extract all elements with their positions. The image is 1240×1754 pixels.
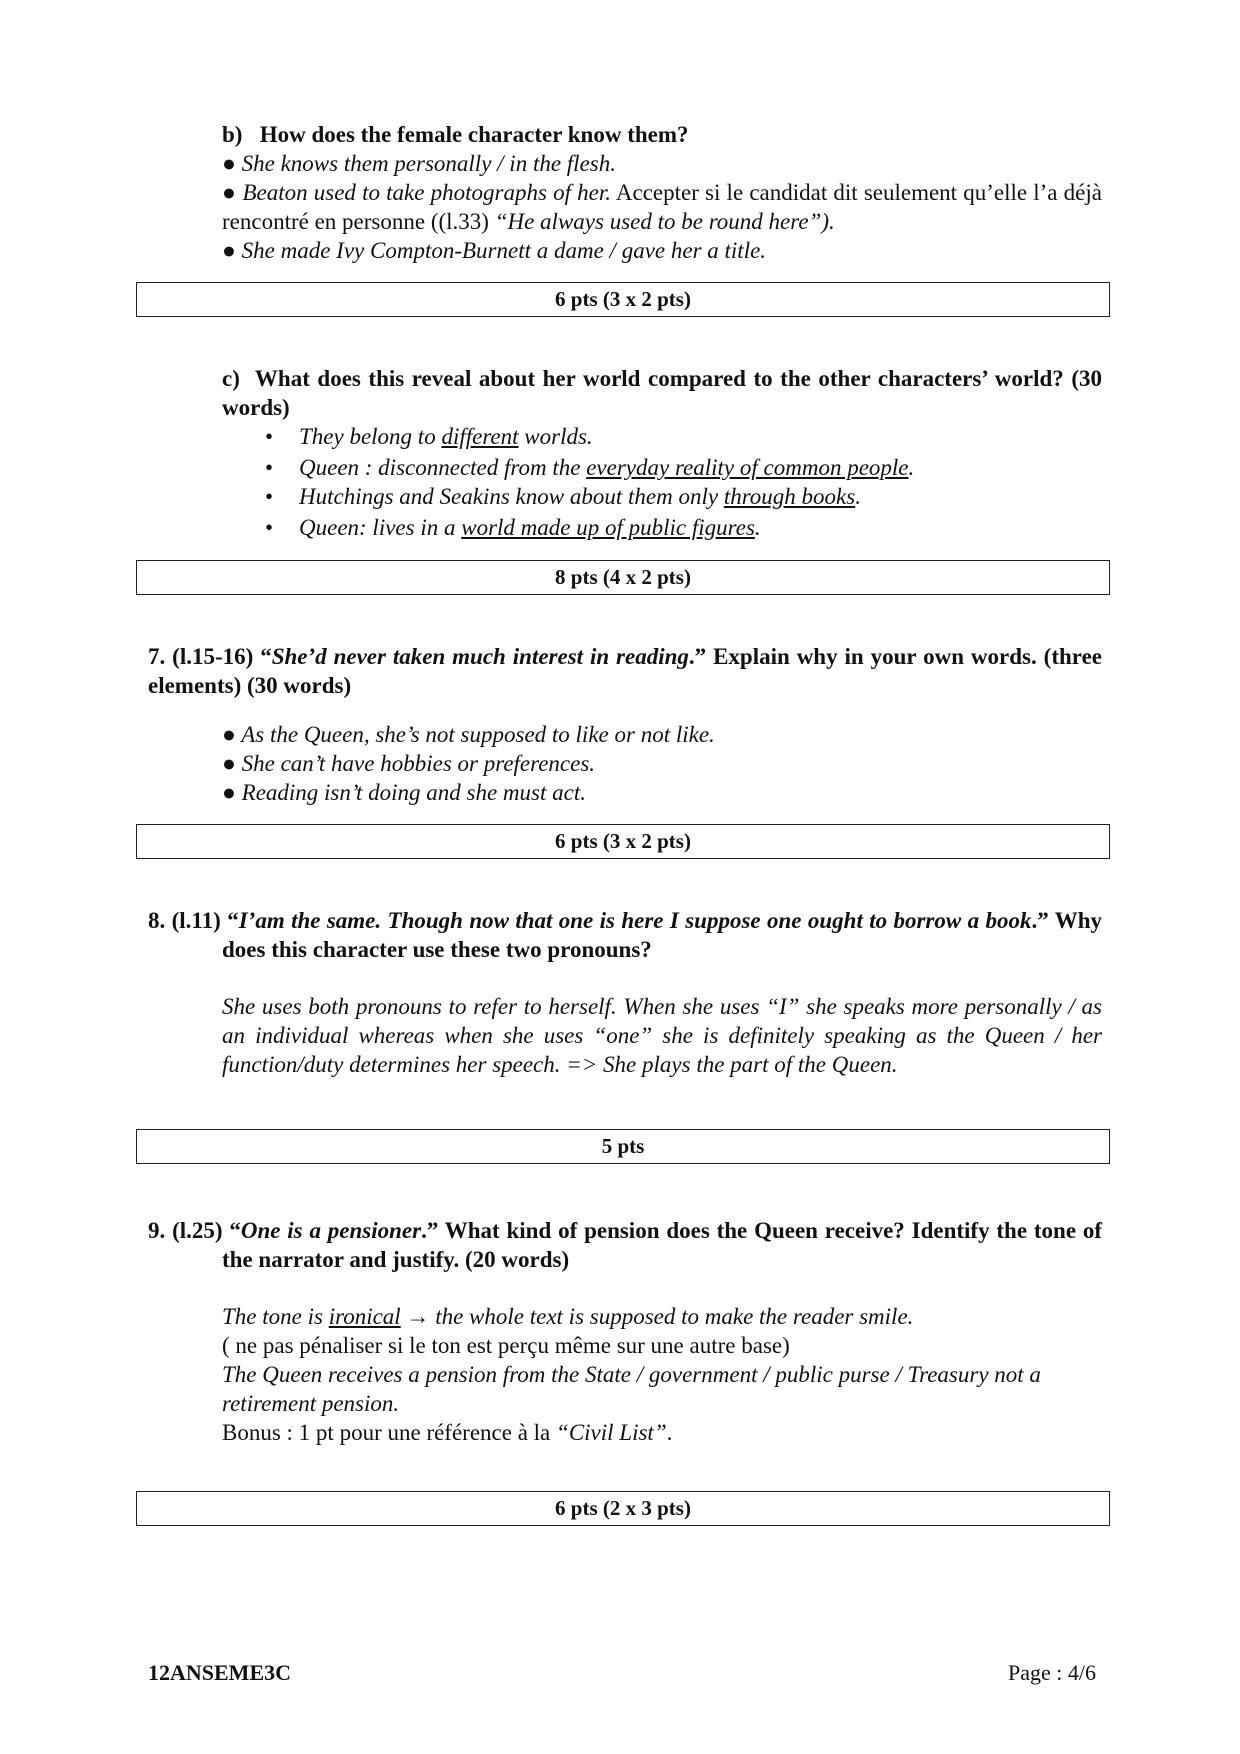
points-box-6b: 6 pts (3 x 2 pts) bbox=[136, 282, 1110, 317]
question-8-text: .” Why does this character use these two pronouns? bbox=[222, 908, 1102, 962]
answer-7 bbox=[222, 720, 1102, 807]
answer-6c-item: • Queen: lives in a world made up of public figures. bbox=[258, 513, 1102, 542]
question-6c bbox=[222, 364, 1102, 542]
points-box-6c: 8 pts (4 x 2 pts) bbox=[136, 560, 1110, 595]
answer-6b-line3: ● She made Ivy Compton-Burnett a dame / gave her a title. bbox=[222, 238, 767, 263]
question-7-number: 7. (l.15-16) “ bbox=[148, 644, 272, 669]
question-7 bbox=[148, 642, 1102, 700]
answer-6c-item: • Queen : disconnected from the everyday reality of common people. bbox=[258, 453, 1102, 482]
answer-7-line2: ● She can’t have hobbies or preferences. bbox=[222, 751, 596, 776]
question-9 bbox=[148, 1216, 1102, 1274]
answer-9-line2: ( ne pas pénaliser si le ton est perçu même sur une autre base) bbox=[222, 1333, 790, 1358]
answer-6b-line1: ● She knows them personally / in the flesh. bbox=[222, 151, 616, 176]
question-9-text: .” What kind of pension does the Queen receive? Identify the tone of the narrator and justify. (20 words) bbox=[222, 1218, 1103, 1272]
points-box-9: 6 pts (2 x 3 pts) bbox=[136, 1491, 1110, 1526]
question-9-quote: One is a pensioner bbox=[240, 1218, 422, 1243]
answer-9-line4: Bonus : 1 pt pour une référence à la “Civil List”. bbox=[222, 1420, 673, 1445]
footer-code: 12ANSEME3C bbox=[148, 1660, 292, 1685]
question-6c-title: c) What does this reveal about her world compared to the other characters’ world? (30 words) bbox=[222, 366, 1102, 420]
answer-6b-line2-text: Accepter si le candidat dit seulement qu’elle l’a déjà rencontré en personne ((l.33) bbox=[222, 180, 1102, 234]
answer-9 bbox=[222, 1302, 1102, 1447]
answer-6c-item: • They belong to different worlds. bbox=[258, 422, 1102, 451]
question-7-quote: She’d never taken much interest in reading bbox=[271, 644, 689, 669]
points-box-8: 5 pts bbox=[136, 1129, 1110, 1164]
answer-9-line3: The Queen receives a pension from the State / government / public purse / Treasury not a retirement pension. bbox=[222, 1362, 1041, 1416]
question-6b bbox=[222, 120, 1102, 265]
question-8-number: 8. (l.11) “ bbox=[148, 908, 239, 933]
answer-7-line3: ● Reading isn’t doing and she must act. bbox=[222, 780, 586, 805]
question-8 bbox=[148, 906, 1102, 964]
answer-8: She uses both pronouns to refer to herself. When she uses “I” she speaks more personally / as an individual whereas when she uses “one” she is definitely speaking as the Queen / her function/duty determines her speech. => She plays the part of the Queen. bbox=[222, 994, 1102, 1077]
answer-7-line1: ● As the Queen, she’s not supposed to like or not like. bbox=[222, 722, 715, 747]
answer-6b-line2 bbox=[222, 178, 1102, 236]
question-7-text: .” Explain why in your own words. (three elements) (30 words) bbox=[148, 644, 1102, 698]
question-8-quote: I’am the same. Though now that one is here I suppose one ought to borrow a book bbox=[238, 908, 1032, 933]
answer-6c-item: • Hutchings and Seakins know about them only through books. bbox=[258, 482, 1102, 511]
answer-9-line1: The tone is ironical → the whole text is supposed to make the reader smile. bbox=[222, 1304, 914, 1329]
points-box-7: 6 pts (3 x 2 pts) bbox=[136, 824, 1110, 859]
answer-6c-list bbox=[258, 422, 1102, 542]
question-6b-title: b) How does the female character know them? bbox=[222, 122, 689, 147]
footer-page-number: Page : 4/6 bbox=[1008, 1660, 1096, 1685]
question-9-number: 9. (l.25) “ bbox=[148, 1218, 241, 1243]
answer-6b-line2-italic: ● Beaton used to take photographs of her. bbox=[222, 180, 611, 205]
answer-6b-line2-quote: “He always used to be round here”). bbox=[494, 209, 835, 234]
